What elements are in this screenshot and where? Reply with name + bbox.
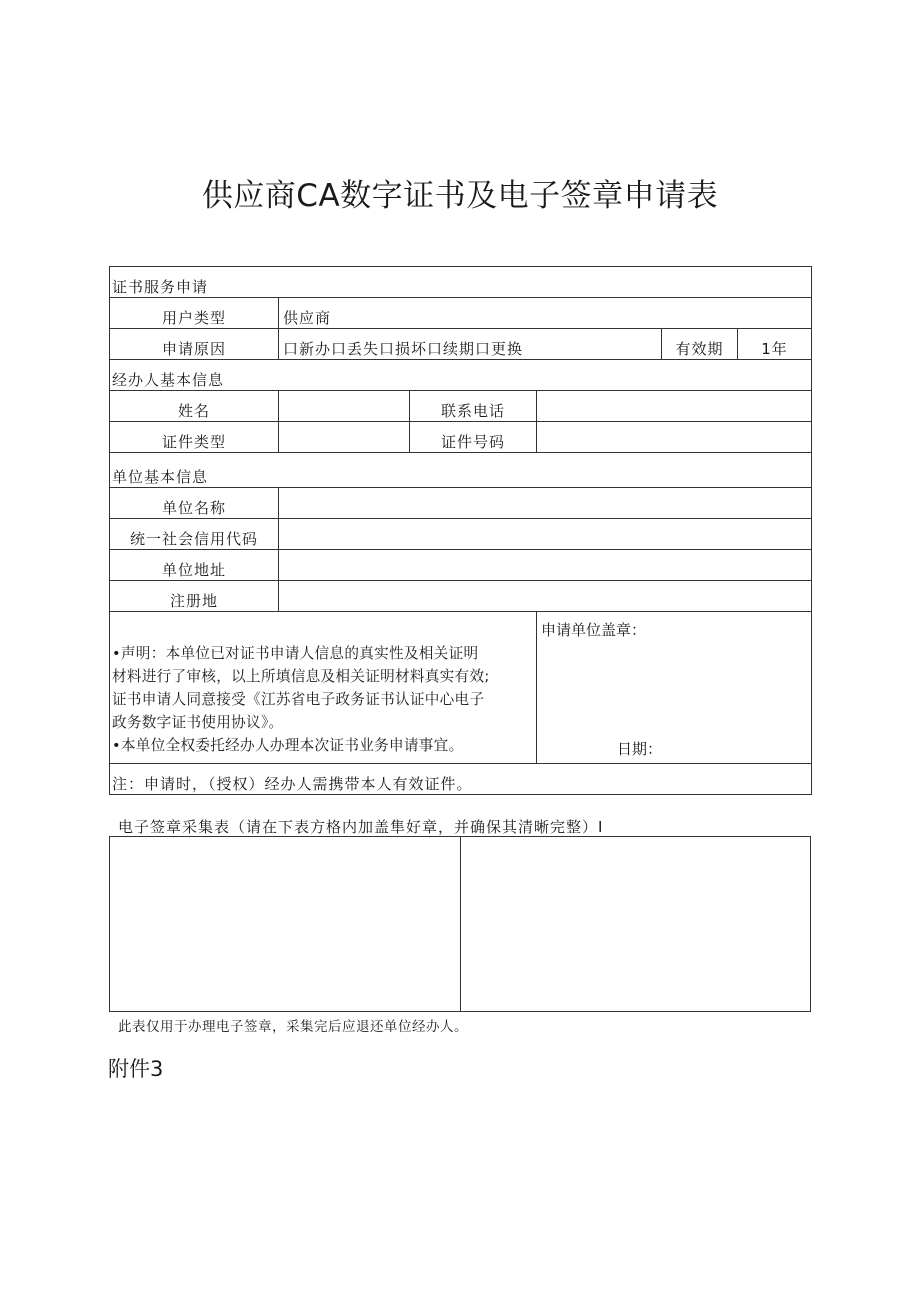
application-form-table	[109, 266, 812, 795]
seal-label: 申请单位盖章：	[541, 621, 647, 639]
row-agent-name	[110, 391, 812, 422]
section-row-agent	[110, 360, 812, 391]
seal-area[interactable]	[537, 612, 812, 764]
id-number-field[interactable]	[537, 422, 812, 453]
declaration-line: •本单位全权委托经办人办理本次证书业务申请事宜。	[112, 737, 464, 754]
row-agent-id	[110, 422, 812, 453]
validity-value[interactable]: 1年	[738, 329, 812, 360]
section-row-cert-service	[110, 267, 812, 298]
footer-note: 此表仅用于办理电子签章，采集完后应退还单位经办人。	[118, 1019, 468, 1035]
apply-reason-label: 申请原因	[110, 329, 279, 360]
id-number-label: 证件号码	[410, 422, 537, 453]
agent-name-label: 姓名	[110, 391, 279, 422]
id-type-field[interactable]	[279, 422, 410, 453]
org-address-field[interactable]	[279, 550, 812, 581]
declaration-line: 材料进行了审核，以上所填信息及相关证明材料真实有效;	[112, 668, 490, 685]
org-name-label: 单位名称	[110, 488, 279, 519]
row-org-address	[110, 550, 812, 581]
declaration-line: •声明：本单位已对证书申请人信息的真实性及相关证明	[112, 645, 479, 662]
declaration-text	[110, 612, 537, 764]
stamp-table-title: 电子签章采集表（请在下表方格内加盖隼好章，并确保其清晰完整）I	[118, 818, 604, 836]
row-user-type	[110, 298, 812, 329]
section-title-cert-service: 证书服务申请	[110, 267, 812, 298]
reg-place-label: 注册地	[110, 581, 279, 612]
agent-name-field[interactable]	[279, 391, 410, 422]
user-type-value[interactable]: 供应商	[279, 298, 812, 329]
user-type-label: 用户类型	[110, 298, 279, 329]
id-type-label: 证件类型	[110, 422, 279, 453]
page-title: 供应商CA数字证书及电子签章申请表	[201, 178, 719, 214]
section-title-org: 单位基本信息	[110, 453, 812, 488]
declaration-line: 证书申请人同意接受《江苏省电子政务证书认证中心电子	[112, 691, 485, 708]
row-credit-code	[110, 519, 812, 550]
row-declaration	[110, 612, 812, 764]
reg-place-field[interactable]	[279, 581, 812, 612]
remark-text: 注：申请时，（授权）经办人需携带本人有效证件。	[110, 764, 812, 795]
stamp-collection-box	[109, 836, 811, 1012]
section-title-agent: 经办人基本信息	[110, 360, 812, 391]
credit-code-label: 统一社会信用代码	[110, 519, 279, 550]
credit-code-field[interactable]	[279, 519, 812, 550]
row-reg-place	[110, 581, 812, 612]
org-name-field[interactable]	[279, 488, 812, 519]
row-apply-reason	[110, 329, 812, 360]
attachment-label: 附件3	[108, 1057, 164, 1081]
org-address-label: 单位地址	[110, 550, 279, 581]
apply-reason-options[interactable]: 口新办口丢失口损坏口续期口更换	[279, 329, 662, 360]
agent-phone-field[interactable]	[537, 391, 812, 422]
row-org-name	[110, 488, 812, 519]
declaration-line: 政务数字证书使用协议》。	[112, 714, 284, 731]
agent-phone-label: 联系电话	[410, 391, 537, 422]
stamp-cell-left[interactable]	[110, 837, 460, 1011]
date-label: 日期：	[617, 740, 663, 758]
validity-label: 有效期	[662, 329, 738, 360]
row-remark	[110, 764, 812, 795]
stamp-cell-right[interactable]	[460, 837, 811, 1011]
section-row-org	[110, 453, 812, 488]
